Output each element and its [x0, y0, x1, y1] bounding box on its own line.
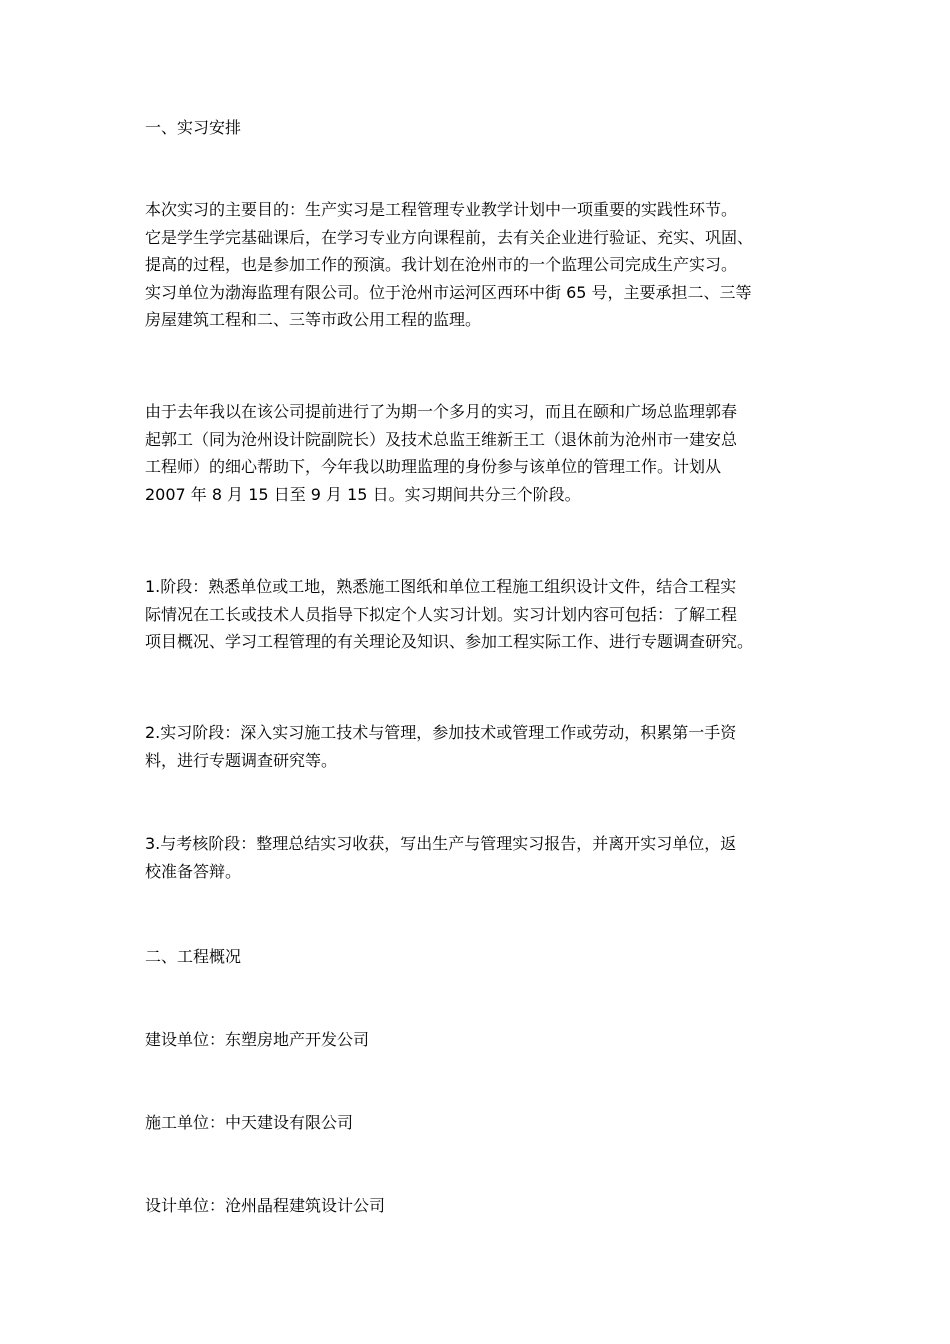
paragraph-stage-2 — [145, 719, 815, 774]
section-heading-internship-arrangement — [145, 114, 815, 142]
paragraph-stage-3 — [145, 830, 815, 885]
paragraph-stage-1 — [145, 573, 815, 656]
paragraph-internship-purpose — [145, 196, 815, 334]
section-heading-project-overview — [145, 943, 815, 971]
paragraph-line: 工程师）的细心帮助下，今年我以助理监理的身份参与该单位的管理工作。计划从 — [145, 457, 722, 476]
paragraph-line: 提高的过程，也是参加工作的预演。我计划在沧州市的一个监理公司完成生产实习。 — [145, 255, 738, 274]
paragraph-line: 1.阶段：熟悉单位或工地，熟悉施工图纸和单位工程施工组织设计文件，结合工程实 — [145, 577, 737, 596]
builder-unit-text: 施工单位：中天建设有限公司 — [145, 1113, 354, 1132]
paragraph-line: 房屋建筑工程和二、三等市政公用工程的监理。 — [145, 310, 482, 329]
paragraph-line: 2.实习阶段：深入实习施工技术与管理，参加技术或管理工作或劳动，积累第一手资 — [145, 723, 737, 742]
paragraph-line: 起郭工（同为沧州设计院副院长）及技术总监王维新王工（退休前为沧州市一建安总 — [145, 429, 738, 449]
design-unit-line — [145, 1192, 815, 1220]
heading-text: 一、实习安排 — [145, 118, 242, 137]
heading-text: 二、工程概况 — [145, 947, 242, 966]
design-unit-text: 设计单位：沧州晶程建筑设计公司 — [145, 1196, 386, 1215]
builder-unit-line — [145, 1109, 815, 1137]
construction-unit-text: 建设单位：东塑房地产开发公司 — [145, 1030, 370, 1049]
paragraph-line: 本次实习的主要目的：生产实习是工程管理专业教学计划中一项重要的实践性环节。 — [145, 200, 738, 219]
paragraph-line: 料，进行专题调查研究等。 — [145, 750, 338, 770]
paragraph-line: 由于去年我以在该公司提前进行了为期一个多月的实习，而且在颐和广场总监理郭春 — [145, 402, 738, 421]
paragraph-line: 实习单位为渤海监理有限公司。位于沧州市运河区西环中街 65 号，主要承担二、三等 — [145, 282, 752, 302]
paragraph-line: 项目概况、学习工程管理的有关理论及知识、参加工程实际工作、进行专题调查研究。 — [145, 632, 754, 651]
paragraph-line: 校准备答辩。 — [145, 861, 242, 881]
paragraph-line: 它是学生学完基础课后，在学习专业方向课程前，去有关企业进行验证、充实、巩固、 — [145, 227, 754, 247]
paragraph-internship-plan — [145, 398, 815, 508]
paragraph-line: 3.与考核阶段：整理总结实习收获，写出生产与管理实习报告，并离开实习单位，返 — [145, 834, 737, 853]
paragraph-line: 际情况在工长或技术人员指导下拟定个人实习计划。实习计划内容可包括：了解工程 — [145, 604, 738, 624]
paragraph-line: 2007 年 8 月 15 日至 9 月 15 日。实习期间共分三个阶段。 — [145, 484, 581, 504]
construction-unit-line — [145, 1026, 815, 1054]
